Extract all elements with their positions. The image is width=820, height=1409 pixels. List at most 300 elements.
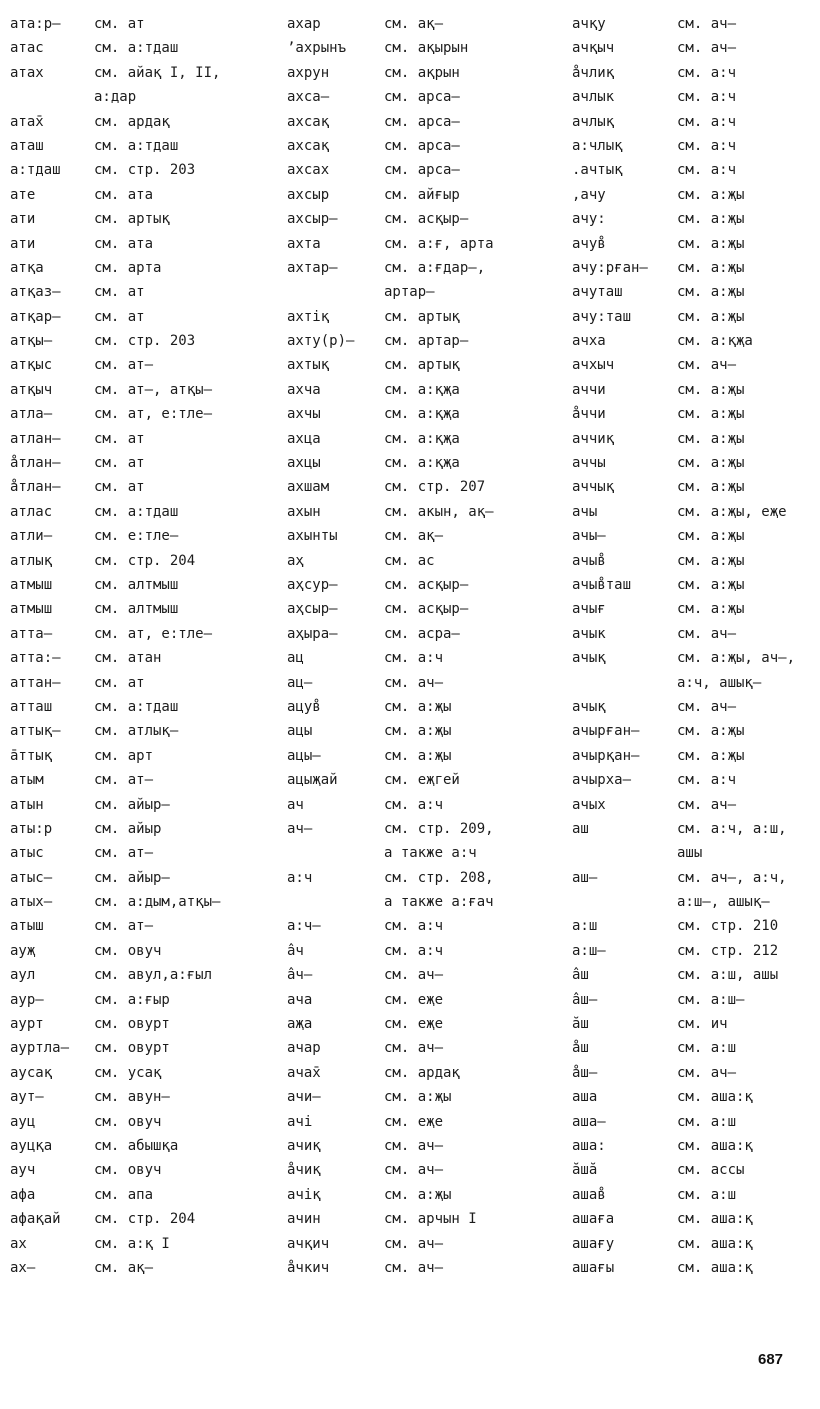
entry-cross-reference: см. ардақ [94,113,170,130]
entry-cross-reference: см. арчын I [384,1211,477,1228]
entry-headword: ахцы [287,455,321,472]
entry-headword: аурт [10,1016,44,1033]
entry-cross-reference: см. ат, е:тле– [94,625,213,642]
entry-cross-reference: см. а:җы [677,723,745,740]
entry-cross-reference: см. а:ч, а:ш, [677,820,787,837]
entry-cross-reference: см. арса– [384,162,460,179]
entry-cross-reference: см. а:ч [677,772,737,789]
entry-cross-reference: см. а:тдаш [94,698,179,715]
entry-headword: атлан– [10,430,61,447]
entry-cross-reference: см. овурт [94,1016,170,1033]
entry-headword: а̊тлан– [10,479,61,496]
entry-headword: ачин [287,1211,321,1228]
entry-headword: ацы– [287,747,321,764]
entry-headword: .ачтық [572,162,623,179]
entry-headword: ачық [572,650,606,667]
entry-cross-reference: см. ач– [677,625,737,642]
entry-headword: а̊чкич [287,1259,330,1276]
entry-cross-reference: см. апа [94,1186,154,1203]
entry-cross-reference: см. ата [94,235,154,252]
entry-cross-reference: см. ач– [677,1064,737,1081]
entry-headword: аттан– [10,674,61,691]
entry-cross-reference: см. а:җы [384,1089,452,1106]
entry-cross-reference: см. а:қҗа [384,406,460,423]
entry-headword: аҳыра– [287,625,338,642]
entry-cross-reference: см. ач– [677,40,737,57]
entry-headword: ахча [287,381,321,398]
entry-cross-reference: см. ақрын [384,64,460,81]
entry-cross-reference: см. ач– [384,1259,444,1276]
entry-headword: ашаға [572,1211,615,1228]
entry-headword: ахсыр– [287,211,338,228]
entry-cross-reference: а:ш–, ашық– [677,894,770,911]
entry-cross-reference: см. ач– [677,698,737,715]
entry-cross-reference: см. айыр [94,820,162,837]
entry-headword: аша [572,1089,598,1106]
entry-cross-reference: см. овуч [94,1162,162,1179]
entry-headword: ачар [287,1040,321,1057]
entry-cross-reference: см. ач– [384,1137,444,1154]
entry-headword: атта:– [10,650,61,667]
entry-headword: ахар [287,16,321,32]
entry-headword: ати [10,235,36,252]
entry-cross-reference: см. а:җы [677,186,745,203]
entry-cross-reference: см. ач– [677,357,737,374]
entry-cross-reference: см. а:ш [677,1040,737,1057]
entry-headword: ате [10,186,36,203]
entry-cross-reference: см. ач–, а:ч, [677,869,787,886]
entry-headword: ахту(р)– [287,333,355,350]
entry-cross-reference: см. ат [94,16,145,32]
entry-headword: аҳсур– [287,576,338,593]
entry-cross-reference: см. а:ч [677,89,737,106]
entry-headword: ӑшӑ [572,1162,598,1179]
entry-headword: а̊тлан– [10,455,61,472]
entry-headword: ачырған– [572,723,640,740]
entry-cross-reference: см. авун– [94,1089,170,1106]
entry-cross-reference: см. стр. 210 [677,918,779,935]
entry-headword: ауртла– [10,1040,70,1057]
entry-headword: атқыс [10,357,53,374]
entry-headword: ачлык [572,89,615,106]
entry-headword: ача [287,991,313,1008]
entry-cross-reference: см. а:җы [384,747,452,764]
entry-headword: атқа [10,259,44,276]
entry-cross-reference: см. а:җы [384,723,452,740]
entry-headword: ахтіқ [287,308,330,325]
entry-headword: ачыв̊таш [572,576,632,593]
entry-cross-reference: см. а:ш [677,1113,737,1130]
entry-headword: аҳ [287,552,304,569]
entry-cross-reference: см. ат [94,308,145,325]
entry-cross-reference: см. усақ [94,1064,162,1081]
entry-headword: а̂ч [287,942,304,959]
entry-headword: атлас [10,503,53,520]
entry-headword: а:ч [287,869,313,886]
entry-headword: атыс– [10,869,53,886]
entry-headword: ачах̄ [287,1064,321,1081]
entry-headword: аччық [572,479,615,496]
entry-headword: ачыв̊ [572,552,606,569]
entry-cross-reference: см. акын, ақ– [384,503,494,520]
entry-headword: ачлық [572,113,615,130]
entry-cross-reference: см. абышқа [94,1137,179,1154]
entry-cross-reference: см. а:җы [384,698,452,715]
entry-cross-reference: см. а:тдаш [94,503,179,520]
entry-headword: ачы– [572,528,606,545]
entry-cross-reference: см. асқыр– [384,576,469,593]
entry-headword: ачых [572,796,606,813]
entry-headword: ац– [287,674,313,691]
entry-headword: атын [10,796,44,813]
entry-cross-reference: см. ач– [677,16,737,32]
entry-headword: а̊члиқ [572,64,615,81]
entry-cross-reference: см. стр. 208, [384,869,494,886]
entry-headword: атташ [10,698,53,715]
entry-cross-reference: см. а:ғдар–, [384,259,486,276]
entry-cross-reference: см. асқыр– [384,601,469,618]
entry-headword: а̂ш– [572,991,598,1008]
entry-headword: ахшам [287,479,330,496]
entry-cross-reference: артар– [384,284,435,301]
entry-cross-reference: см. а:ч [384,650,444,667]
entry-cross-reference: см. а:җы [677,455,745,472]
entry-headword: афақай [10,1211,61,1228]
entry-cross-reference: см. е:тле– [94,528,179,545]
entry-cross-reference: см. алтмыш [94,576,179,593]
entry-headword: ахсыр [287,186,330,203]
entry-cross-reference: см. арт [94,747,154,764]
entry-headword: аш [572,820,589,837]
entry-headword: ахсах [287,162,330,179]
entry-cross-reference: см. ат [94,479,145,496]
entry-headword: ахтар– [287,259,338,276]
entry-cross-reference: см. ат–, атқы– [94,381,213,398]
entry-cross-reference: см. а:җы [677,259,745,276]
entry-cross-reference: см. арса– [384,113,460,130]
entry-cross-reference: см. ич [677,1016,728,1033]
entry-headword: ацыҗай [287,772,338,789]
entry-cross-reference: см. а:қҗа [384,381,460,398]
entry-cross-reference: см. стр. 212 [677,942,779,959]
entry-headword: ауч [10,1162,36,1179]
entry-cross-reference: см. ат, е:тле– [94,406,213,423]
entry-headword: ачув̊ [572,235,606,252]
entry-headword: ачу:рған– [572,259,648,276]
entry-headword: ацув̊ [287,698,321,715]
entry-headword: аҳсыр– [287,601,338,618]
entry-cross-reference: см. ат– [94,357,154,374]
entry-headword: ахрун [287,64,330,81]
entry-headword: ачық [572,698,606,715]
entry-cross-reference: см. ач– [384,674,444,691]
entry-cross-reference: см. ақырын [384,40,469,57]
entry-cross-reference: см. а:ч [384,942,444,959]
entry-headword: ачхыч [572,357,615,374]
entry-cross-reference: см. а:ч [677,137,737,154]
entry-headword: аташ [10,137,44,154]
entry-cross-reference: см. овурт [94,1040,170,1057]
entry-headword: ашав̊ [572,1186,606,1203]
entry-cross-reference: см. стр. 203 [94,162,196,179]
entry-cross-reference: см. еҗгей [384,772,460,789]
entry-cross-reference: см. арта [94,259,162,276]
entry-headword: атқаз– [10,284,61,301]
entry-headword: ач [287,796,304,813]
entry-cross-reference: см. аша:қ [677,1235,753,1252]
entry-cross-reference: см. аша:қ [677,1089,753,1106]
entry-cross-reference: см. а:җы [677,479,745,496]
entry-cross-reference: см. аша:қ [677,1211,753,1228]
entry-headword: атым [10,772,44,789]
entry-headword: атмыш [10,576,53,593]
entry-cross-reference: см. артық [384,357,460,374]
entry-headword: а̊чиқ [287,1162,321,1179]
entry-headword: ац [287,650,304,667]
entry-headword: ахтық [287,357,330,374]
entry-cross-reference: см. а:ш, ашы [677,967,779,984]
entry-headword: афа [10,1186,36,1203]
entry-cross-reference: см. стр. 203 [94,333,196,350]
entry-cross-reference: см. ач– [677,796,737,813]
entry-cross-reference: см. ассы [677,1162,745,1179]
entry-headword: ачу:таш [572,308,632,325]
entry-cross-reference: см. а:җы [677,528,745,545]
entry-headword: ауҗ [10,942,36,959]
entry-cross-reference: см. а:җы [677,406,745,423]
entry-cross-reference: см. атан [94,650,162,667]
entry-cross-reference: см. овуч [94,942,162,959]
entry-cross-reference: а также а:ч [384,845,477,862]
entry-headword: аты:р [10,820,53,837]
entry-headword: ахса– [287,89,330,106]
entry-headword: ауц [10,1113,36,1130]
entry-headword: а:члық [572,137,623,154]
entry-cross-reference: см. ат– [94,845,154,862]
entry-headword: аут– [10,1089,44,1106]
entry-cross-reference: см. овуч [94,1113,162,1130]
entry-headword: а:тдаш [10,162,61,179]
entry-cross-reference: см. а:җы, еҗе [677,503,787,520]
entry-cross-reference: см. ас [384,552,435,569]
entry-cross-reference: см. ат [94,284,145,301]
entry-cross-reference: см. ақ– [94,1259,154,1276]
entry-cross-reference: см. артар– [384,333,469,350]
entry-cross-reference: см. ат– [94,772,154,789]
entry-headword: аччы [572,455,606,472]
entry-cross-reference: а:дар [94,89,137,106]
entry-headword: ачқыч [572,40,615,57]
entry-headword: ацы [287,723,313,740]
entry-headword: ач– [287,820,313,837]
entry-headword: аттық– [10,723,61,740]
entry-cross-reference: см. еҗе [384,991,444,1008]
entry-headword: атыш [10,918,44,935]
entry-cross-reference: см. аша:қ [677,1137,753,1154]
page-number: 687 [758,1351,784,1368]
entry-headword: ʼахрынъ [287,40,347,57]
entry-headword: а:ч– [287,918,321,935]
entry-headword: ачқич [287,1235,330,1252]
entry-cross-reference: см. а:тдаш [94,40,179,57]
entry-headword: атқы– [10,333,53,350]
entry-headword: ачиқ [287,1137,321,1154]
entry-headword: ахсақ [287,137,330,154]
entry-headword: ашағу [572,1235,615,1252]
entry-headword: аул [10,967,36,984]
entry-headword: ахта [287,235,321,252]
entry-headword: а̊ш– [572,1064,598,1081]
entry-cross-reference: см. а:җы [677,235,745,252]
entry-cross-reference: см. ардақ [384,1064,460,1081]
entry-headword: ахчы [287,406,321,423]
entry-headword: а:ш– [572,942,606,959]
entry-cross-reference: см. ақ– [384,528,444,545]
entry-cross-reference: см. артық [94,211,170,228]
entry-headword: атыс [10,845,44,862]
entry-headword: ах– [10,1259,36,1276]
entry-cross-reference: см. атлық– [94,723,179,740]
entry-cross-reference: см. ач– [384,1162,444,1179]
entry-cross-reference: а также а:ғач [384,894,494,911]
entry-headword: ачи– [287,1089,321,1106]
entry-headword: атах̄ [10,113,44,130]
entry-cross-reference: см. ач– [384,1040,444,1057]
entry-headword: ауцқа [10,1137,53,1154]
entry-cross-reference: см. а:җы [677,308,745,325]
entry-headword: ачқу [572,16,606,32]
entry-cross-reference: см. асра– [384,625,460,642]
entry-cross-reference: см. ач– [384,967,444,984]
entry-cross-reference: см. арса– [384,89,460,106]
entry-headword: ачырха– [572,772,632,789]
entry-cross-reference: см. ач– [384,1235,444,1252]
entry-cross-reference: см. аша:қ [677,1259,753,1276]
entry-headword: ахынты [287,528,338,545]
entry-headword: аур– [10,991,44,1008]
entry-cross-reference: см. а:җы [677,552,745,569]
entry-headword: аша: [572,1137,606,1154]
entry-headword: а̂ч– [287,967,313,984]
entry-cross-reference: см. а:дым,атқы– [94,894,221,911]
entry-headword: ачығ [572,601,606,618]
entry-headword: атта– [10,625,53,642]
entry-cross-reference: см. еҗе [384,1113,444,1130]
entry-cross-reference: см. ат [94,455,145,472]
entry-cross-reference: см. а:ш [677,1186,737,1203]
entry-headword: а̂ш [572,967,589,984]
entry-cross-reference: см. а:ч [677,64,737,81]
entry-cross-reference: см. арса– [384,137,460,154]
entry-headword: ачіқ [287,1186,321,1203]
entry-cross-reference: см. стр. 204 [94,1211,196,1228]
entry-cross-reference: см. а:ш– [677,991,745,1008]
entry-headword: аусақ [10,1064,53,1081]
entry-headword: ачу: [572,211,606,228]
entry-cross-reference: см. а:ч [384,918,444,935]
entry-cross-reference: см. ат– [94,918,154,935]
entry-headword: ,ачу [572,186,606,203]
entry-headword: ачуташ [572,284,623,301]
entry-headword: ӑш [572,1016,589,1033]
entry-cross-reference: см. ақ– [384,16,444,32]
entry-cross-reference: см. стр. 207 [384,479,486,496]
entry-cross-reference: см. ата [94,186,154,203]
entry-cross-reference: см. а:җы [677,601,745,618]
entry-cross-reference: см. а:ғыр [94,991,170,1008]
entry-cross-reference: см. а:тдаш [94,137,179,154]
entry-cross-reference: см. айғыр [384,186,460,203]
entry-cross-reference: см. а:җы [677,576,745,593]
entry-headword: ати [10,211,36,228]
entry-cross-reference: см. а:ч [677,113,737,130]
entry-cross-reference: см. а:қҗа [677,333,753,350]
entry-cross-reference: см. а:җы [677,430,745,447]
entry-cross-reference: см. еҗе [384,1016,444,1033]
entry-headword: ахсақ [287,113,330,130]
entry-headword: а̊ччи [572,406,606,423]
entry-headword: атқар– [10,308,61,325]
entry-headword: ахца [287,430,321,447]
entry-cross-reference: см. а:қ I [94,1235,170,1252]
entry-cross-reference: см. айақ I, II, [94,64,221,81]
entry-cross-reference: см. а:ч [677,162,737,179]
entry-cross-reference: см. алтмыш [94,601,179,618]
entry-headword: атых– [10,894,53,911]
entry-headword: атқыч [10,381,53,398]
entry-cross-reference: см. а:ғ, арта [384,235,494,252]
entry-headword: аччиқ [572,430,615,447]
entry-cross-reference: см. ат [94,430,145,447]
entry-cross-reference: см. а:җы, ач–, [677,650,796,667]
entry-cross-reference: см. стр. 209, [384,820,494,837]
entry-cross-reference: см. авул,а:ғыл [94,967,213,984]
entry-cross-reference: см. а:җы [677,381,745,398]
entry-headword: ачырқан– [572,747,640,764]
entry-headword: аҗа [287,1016,313,1033]
entry-headword: ах [10,1235,27,1252]
entry-cross-reference: см. ат [94,674,145,691]
entry-cross-reference: см. а:җы [677,284,745,301]
entry-cross-reference: ашы [677,845,703,862]
entry-headword: аччи [572,381,606,398]
entry-cross-reference: см. а:қҗа [384,455,460,472]
entry-headword: ачык [572,625,606,642]
entry-cross-reference: см. айыр– [94,869,170,886]
entry-headword: аша– [572,1113,606,1130]
entry-cross-reference: см. а:қҗа [384,430,460,447]
entry-headword: ачы [572,503,598,520]
entry-headword: атас [10,40,44,57]
entry-headword: атлық [10,552,53,569]
entry-cross-reference: см. а:җы [677,211,745,228]
entry-headword: ачі [287,1113,313,1130]
entry-headword: а:ш [572,918,598,935]
entry-cross-reference: а:ч, ашық– [677,674,762,691]
entry-headword: ачха [572,333,606,350]
entry-headword: ата:р– [10,16,61,32]
entry-headword: а̊ш [572,1040,589,1057]
entry-cross-reference: см. айыр– [94,796,170,813]
entry-headword: ашағы [572,1259,615,1276]
entry-cross-reference: см. артық [384,308,460,325]
entry-headword: атмыш [10,601,53,618]
entry-cross-reference: см. асқыр– [384,211,469,228]
entry-headword: атли– [10,528,53,545]
entry-cross-reference: см. а:ч [384,796,444,813]
entry-cross-reference: см. а:җы [384,1186,452,1203]
entry-headword: атах [10,64,44,81]
